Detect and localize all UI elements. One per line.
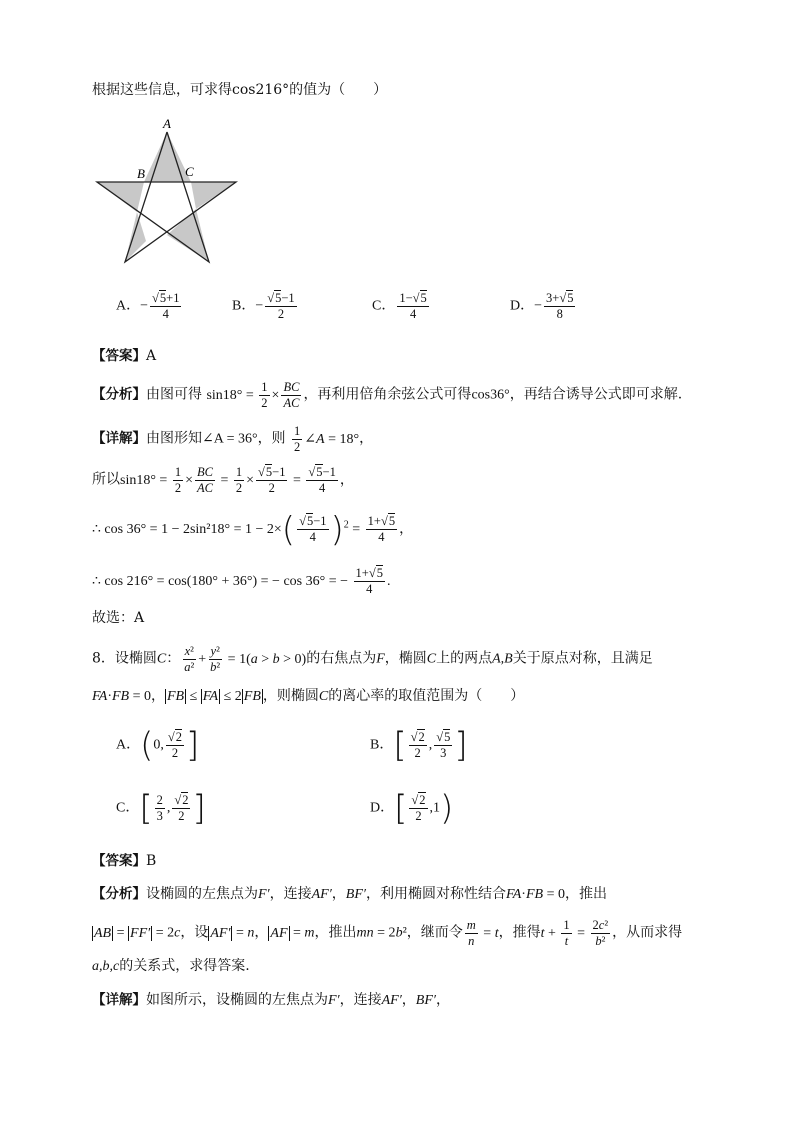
q7-option-c[interactable]: C． $\frac{1-√5}{4}$: [372, 291, 427, 321]
analysis-8-line2: AB = FF′ = 2c，设 AF′ = n， AF = m，推出mn = 2b²，继而令 $\frac{m}{n}$ = t，推得t + $\frac{1}{t}$ = $\frac{\text{2c²}}{\text{b²}}$ ，从而求得: [94, 918, 683, 948]
choice-7: 故选：A: [92, 610, 145, 626]
answer-7: 【答案】A: [92, 348, 157, 364]
derivation-cos216: ∴ cos 216° = cos(180° + 36°) = − cos 36° = − $\frac{1+√5}{4}$ .: [92, 566, 391, 596]
derivation-sin18: 所以sin18° = $\frac{1}{2}$ × $\frac{BC}{AC}$ = $\frac{1}{2}$ × $\frac{√5-1}{2}$ = $\frac{√5-1}{4}$ ，: [92, 465, 354, 495]
answer-8: 【答案】B: [92, 853, 157, 869]
analysis-8-line1: 【分析】设椭圆的左焦点为F′，连接AF′，BF′，利用椭圆对称性结合FA·FB = 0，推出: [92, 886, 607, 902]
q8-option-c[interactable]: C．[ $\frac{2}{3}$ , $\frac{√2}{2}$ ]: [116, 788, 206, 829]
analysis-8-line3: a,b,c的关系式，求得答案.: [92, 958, 250, 974]
derivation-cos36: ∴ cos 36° = 1 − 2sin²18° = 1 − 2×( $\frac{√5-1}{4}$ )$^2$ = $\frac{1+√5}{4}$ ，: [92, 509, 414, 550]
q8-option-a[interactable]: A．(0, $\frac{√2}{2}$ ]: [116, 725, 200, 766]
detail-7: 【详解】由图形知∠A = 36°，则 $\frac{1}{2}$ ∠A = 18°，: [92, 424, 374, 454]
answer-tag: 【答案】: [92, 348, 146, 364]
label-C: C: [185, 164, 194, 179]
q8-option-d[interactable]: D．[ $\frac{√2}{2}$ ,1): [370, 788, 454, 829]
star-figure: [92, 112, 242, 272]
label-B: B: [137, 166, 145, 181]
q8-stem-line2: FA·FB = 0， FB ≤ FA ≤ 2 FB ，则椭圆C的离心率的取值范围为（ ）: [92, 688, 525, 704]
q7-option-b[interactable]: B．− $\frac{√5-1}{2}$: [232, 291, 295, 321]
detail-8: 【详解】如图所示，设椭圆的左焦点为F′，连接AF′，BF′，: [92, 992, 450, 1008]
analysis-7: 【分析】由图可得 sin18° = $\frac{1}{2}$ × $\frac{BC}{AC}$ ，再利用倍角余弦公式可得cos36°，再结合诱导公式即可求解.: [92, 380, 683, 410]
intro-line: 根据这些信息，可求得cos216°的值为（ ）: [92, 82, 388, 98]
q8-option-b[interactable]: B．[ $\frac{√2}{2}$ , $\frac{√5}{3}$ ]: [370, 725, 468, 766]
q7-option-a[interactable]: A．− $\frac{√5+1}{4}$: [116, 291, 180, 321]
label-A: A: [163, 116, 171, 131]
q8-stem-line1: 8．设椭圆C： $\frac{\text{x²}}{\text{a²}}$ + $\frac{\text{y²}}{\text{b²}}$ = 1(a > b > 0)的右焦点为F，椭圆C上的两点A,B关于原点对称，且满足: [92, 644, 653, 674]
q7-option-d[interactable]: D．− $\frac{3+√5}{8}$: [510, 291, 574, 321]
